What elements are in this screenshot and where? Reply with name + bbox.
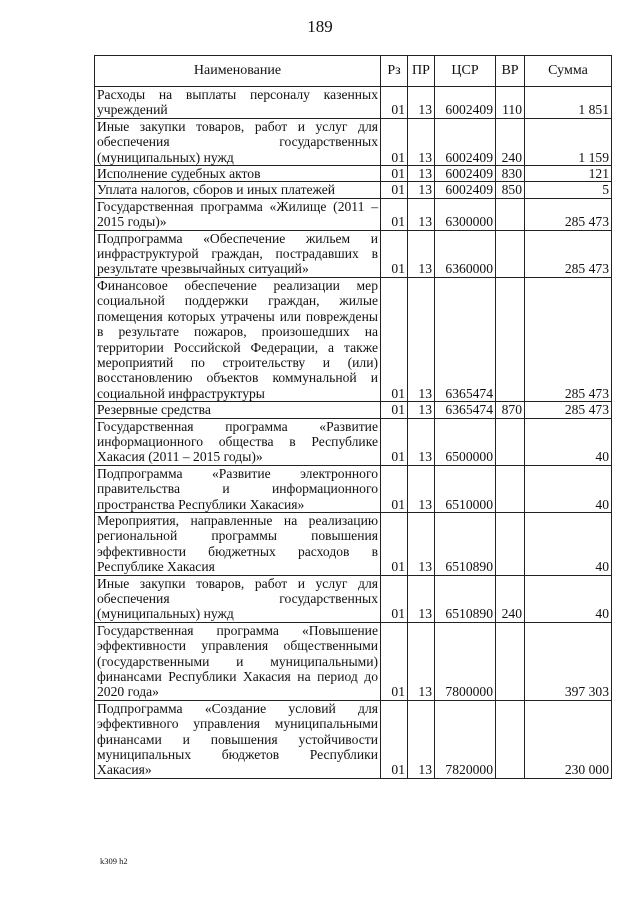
table-row <box>95 402 612 418</box>
row-vr <box>496 512 525 575</box>
row-pr: 13 <box>408 230 435 277</box>
row-csr: 6365474 <box>435 402 496 418</box>
row-sum: 285 473 <box>525 402 612 418</box>
row-name: Государственная программа «Повышение эффективности управления общественными (государственными и муниципальными) финансами Республики Хакасия на период до 2020 года» <box>95 622 381 700</box>
row-pr: 13 <box>408 198 435 230</box>
row-sum: 1 851 <box>525 87 612 119</box>
header-name: Наименование <box>95 56 381 87</box>
row-sum: 40 <box>525 512 612 575</box>
row-vr: 870 <box>496 402 525 418</box>
table-row <box>95 622 612 700</box>
row-rz: 01 <box>381 230 408 277</box>
row-vr <box>496 198 525 230</box>
row-name: Иные закупки товаров, работ и услуг для обеспечения государственных (муниципальных) нужд <box>95 575 381 622</box>
row-rz: 01 <box>381 700 408 778</box>
row-pr: 13 <box>408 277 435 401</box>
row-name: Мероприятия, направленные на реализацию региональной программы повышения эффективности бюджетных расходов в Республике Хакасия <box>95 512 381 575</box>
row-name: Подпрограмма «Создание условий для эффективного управления муниципальными финансами и повышения устойчивости муниципальных бюджетов Республики Хакасия» <box>95 700 381 778</box>
row-name: Финансовое обеспечение реализации мер социальной поддержки граждан, жилые помещения которых утрачены или повреждены в результате пожаров, произошедших на территории Российской Федерации, а также мероприятий по строительству и (или) восстановлению объектов коммунальной и социальной инфраструктуры <box>95 277 381 401</box>
row-sum: 397 303 <box>525 622 612 700</box>
row-pr: 13 <box>408 87 435 119</box>
row-name: Подпрограмма «Развитие электронного правительства и информационного пространства Республики Хакасия» <box>95 465 381 512</box>
row-pr: 13 <box>408 418 435 465</box>
row-sum: 5 <box>525 182 612 198</box>
row-rz: 01 <box>381 87 408 119</box>
footer-code: k309 h2 <box>100 856 128 866</box>
row-csr: 6510890 <box>435 512 496 575</box>
table-row <box>95 277 612 401</box>
budget-table <box>94 55 612 779</box>
row-vr: 830 <box>496 166 525 182</box>
row-csr: 7820000 <box>435 700 496 778</box>
row-sum: 285 473 <box>525 198 612 230</box>
row-vr: 110 <box>496 87 525 119</box>
header-pr: ПР <box>408 56 435 87</box>
table-header-row <box>95 56 612 87</box>
row-rz: 01 <box>381 512 408 575</box>
table-row <box>95 198 612 230</box>
row-rz: 01 <box>381 402 408 418</box>
row-vr <box>496 465 525 512</box>
row-pr: 13 <box>408 402 435 418</box>
row-name: Подпрограмма «Обеспечение жильем и инфраструктурой граждан, пострадавших в результате чрезвычайных ситуаций» <box>95 230 381 277</box>
row-csr: 6300000 <box>435 198 496 230</box>
row-csr: 7800000 <box>435 622 496 700</box>
row-sum: 230 000 <box>525 700 612 778</box>
row-rz: 01 <box>381 198 408 230</box>
row-csr: 6510000 <box>435 465 496 512</box>
row-csr: 6002409 <box>435 166 496 182</box>
header-sum: Сумма <box>525 56 612 87</box>
row-pr: 13 <box>408 512 435 575</box>
row-rz: 01 <box>381 465 408 512</box>
row-name: Резервные средства <box>95 402 381 418</box>
row-csr: 6002409 <box>435 182 496 198</box>
row-vr: 240 <box>496 575 525 622</box>
header-csr: ЦСР <box>435 56 496 87</box>
row-sum: 1 159 <box>525 118 612 165</box>
row-vr <box>496 700 525 778</box>
row-vr: 240 <box>496 118 525 165</box>
row-sum: 285 473 <box>525 277 612 401</box>
row-csr: 6510890 <box>435 575 496 622</box>
row-sum: 285 473 <box>525 230 612 277</box>
row-pr: 13 <box>408 700 435 778</box>
row-vr <box>496 230 525 277</box>
row-rz: 01 <box>381 575 408 622</box>
row-vr <box>496 622 525 700</box>
row-csr: 6500000 <box>435 418 496 465</box>
table-row <box>95 166 612 182</box>
table-row <box>95 182 612 198</box>
row-name: Расходы на выплаты персоналу казенных учреждений <box>95 87 381 119</box>
row-sum: 40 <box>525 418 612 465</box>
table-row <box>95 230 612 277</box>
row-sum: 121 <box>525 166 612 182</box>
row-name: Государственная программа «Развитие информационного общества в Республике Хакасия (2011 – 2015 годы)» <box>95 418 381 465</box>
table-row <box>95 465 612 512</box>
row-sum: 40 <box>525 575 612 622</box>
row-pr: 13 <box>408 575 435 622</box>
row-name: Иные закупки товаров, работ и услуг для обеспечения государственных (муниципальных) нужд <box>95 118 381 165</box>
row-rz: 01 <box>381 118 408 165</box>
header-rz: Рз <box>381 56 408 87</box>
row-name: Уплата налогов, сборов и иных платежей <box>95 182 381 198</box>
row-pr: 13 <box>408 182 435 198</box>
table-row <box>95 575 612 622</box>
table-row <box>95 87 612 119</box>
page-number: 189 <box>307 17 333 36</box>
row-vr: 850 <box>496 182 525 198</box>
table-row <box>95 700 612 778</box>
row-name: Государственная программа «Жилище (2011 – 2015 годы)» <box>95 198 381 230</box>
row-csr: 6002409 <box>435 118 496 165</box>
table-row <box>95 418 612 465</box>
row-pr: 13 <box>408 118 435 165</box>
row-csr: 6365474 <box>435 277 496 401</box>
row-vr <box>496 418 525 465</box>
row-pr: 13 <box>408 465 435 512</box>
row-rz: 01 <box>381 166 408 182</box>
row-pr: 13 <box>408 622 435 700</box>
row-vr <box>496 277 525 401</box>
row-rz: 01 <box>381 277 408 401</box>
row-csr: 6360000 <box>435 230 496 277</box>
row-pr: 13 <box>408 166 435 182</box>
table-row <box>95 512 612 575</box>
row-sum: 40 <box>525 465 612 512</box>
row-name: Исполнение судебных актов <box>95 166 381 182</box>
row-rz: 01 <box>381 182 408 198</box>
header-vr: ВР <box>496 56 525 87</box>
row-rz: 01 <box>381 418 408 465</box>
row-csr: 6002409 <box>435 87 496 119</box>
row-rz: 01 <box>381 622 408 700</box>
table-row <box>95 118 612 165</box>
